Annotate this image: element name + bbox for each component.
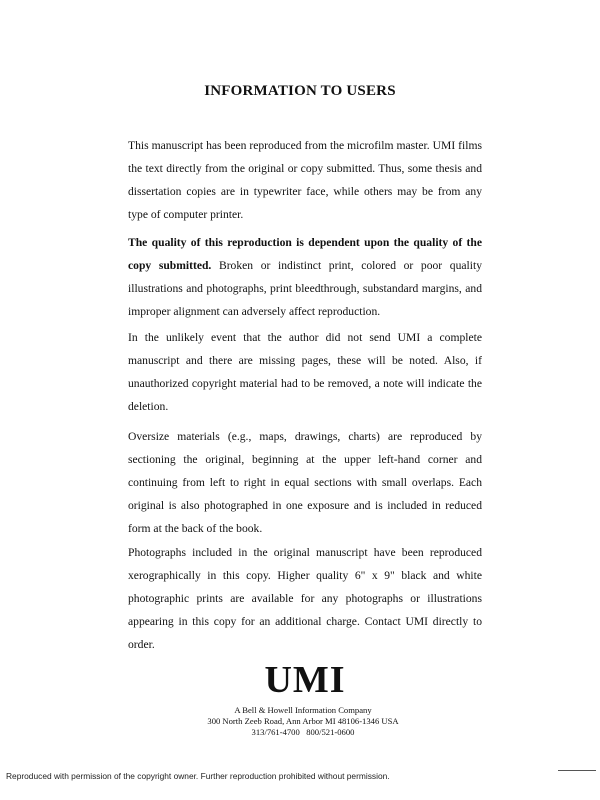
- page-title: INFORMATION TO USERS: [204, 83, 396, 99]
- publisher-phones: 313/761-4700 800/521-0600: [251, 727, 355, 737]
- paragraph-photographs: Photographs included in the original manuscript have been reproduced xerographically in this copy. Higher quality 6" x 9" black and white photographic prints are available for any photographs or illustrations appearing in this copy for an additional charge. Contact UMI directly to order.: [128, 546, 482, 651]
- quality-notice-rest: Broken or indistinct print, colored or poor quality illustrations and photographs, print bleedthrough, substandard margins, and improper alignment can adversely affect reproduction.: [128, 259, 482, 318]
- publisher-company: A Bell & Howell Information Company: [234, 705, 372, 715]
- paragraph-microfilm-notice: This manuscript has been reproduced from the microfilm master. UMI films the text directly from the original or copy submitted. Thus, some thesis and dissertation copies are in typewriter face, while others may be from any type of computer printer.: [128, 139, 482, 221]
- footer-rule: [558, 770, 596, 771]
- paragraph-quality-notice: [128, 231, 482, 323]
- publisher-address: 300 North Zeeb Road, Ann Arbor MI 48106-1346 USA: [207, 716, 399, 726]
- paragraph-oversize-materials: Oversize materials (e.g., maps, drawings, charts) are reproduced by sectioning the original, beginning at the upper left-hand corner and continuing from left to right in equal sections with small overlaps. Each original is also photographed in one exposure and is included in reduced form at the back of the book.: [128, 430, 482, 535]
- copyright-footer: Reproduced with permission of the copyright owner. Further reproduction prohibited without permission.: [6, 771, 390, 781]
- umi-logo: UMI: [264, 659, 346, 701]
- quality-notice-bold: The quality of this reproduction is dependent upon the quality of the copy submitted.: [128, 236, 482, 272]
- paragraph-missing-pages: In the unlikely event that the author did not send UMI a complete manuscript and there are missing pages, these will be noted. Also, if unauthorized copyright material had to be removed, a note will indicate the deletion.: [128, 331, 482, 413]
